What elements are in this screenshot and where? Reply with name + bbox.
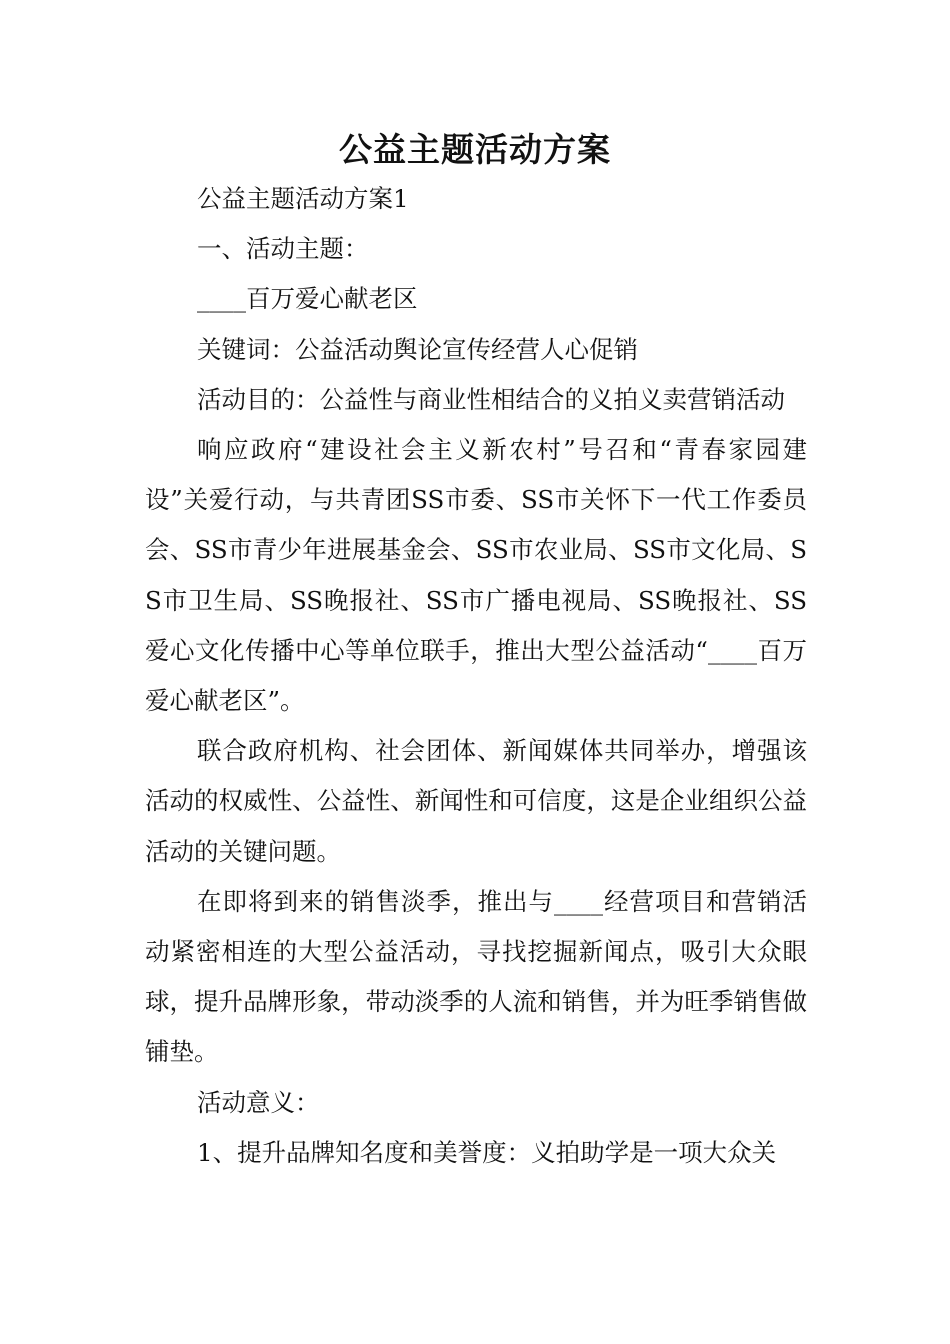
document-title: 公益主题活动方案 [339,130,611,169]
section-heading: 公益主题活动方案1 [197,184,409,213]
body-paragraph: 在即将到来的销售淡季，推出与____经营项目和营销活动紧密相连的大型公益活动，寻找挖掘新闻点，吸引大众眼球，提升品牌形象，带动淡季的人流和销售，并为旺季销售做铺垫。 [145,886,807,1067]
purpose-paragraph: 活动目的：公益性与商业性相结合的义拍义卖营销活动 [197,384,785,414]
body-paragraph: 1、提升品牌知名度和美誉度：义拍助学是一项大众关 [197,1137,777,1167]
document-body [145,174,807,1178]
significance-heading: 活动意义： [197,1087,320,1117]
body-paragraph: 响应政府“建设社会主义新农村”号召和“青春家园建设”关爱行动，与共青团SS市委、SS市关怀下一代工作委员会、SS市青少年进展基金会、SS市农业局、SS市文化局、SS市卫生局、SS晚报社、SS市广播电视局、SS晚报社、SS爱心文化传播中心等单位联手，推出大型公益活动“____百万爱心献老区”。 [145,435,807,716]
theme-heading: 一、活动主题： [197,234,369,264]
theme-text: ____百万爱心献老区 [197,284,418,314]
body-paragraph: 联合政府机构、社会团体、新闻媒体共同举办，增强该活动的权威性、公益性、新闻性和可信度，这是企业组织公益活动的关键问题。 [145,736,807,866]
keywords-paragraph: 关键词：公益活动舆论宣传经营人心促销 [197,334,638,364]
